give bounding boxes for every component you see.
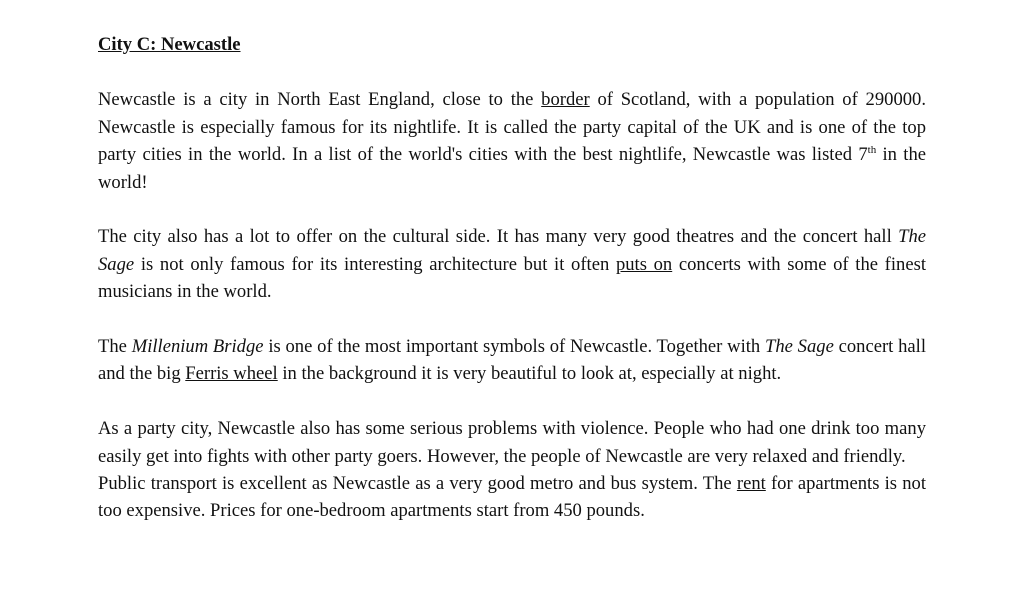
text-run: in the background it is very beautiful to look at, especially at night. bbox=[277, 363, 782, 385]
text-run: is one of the most important symbols of Newcastle. Together with bbox=[263, 336, 765, 358]
paragraph-culture bbox=[98, 223, 926, 305]
text-run: of Scotland, with a population of 290000. Newcastle is especially famous for its nightlife. It is called the party capital of the UK and is one of the top party cities in the world. In a list of the world's cities with the best nightlife, Newcastle was listed 7 bbox=[98, 89, 926, 166]
document-title: City C: Newcastle bbox=[98, 34, 241, 55]
text-run: Public transport is excellent as Newcastle as a very good metro and bus system. The bbox=[98, 473, 737, 495]
text-run: Newcastle is a city in North East England, close to the bbox=[98, 89, 542, 111]
paragraph-bridge bbox=[98, 333, 926, 388]
text-run: The bbox=[98, 336, 132, 358]
paragraph-transport bbox=[98, 470, 926, 525]
italic-name-the-sage: The Sage bbox=[98, 226, 926, 275]
underlined-word-rent: rent bbox=[736, 473, 766, 495]
text-run: for apartments is not too expensive. Prices for one-bedroom apartments start from 450 pounds. bbox=[98, 473, 926, 522]
text-run: in the world! bbox=[98, 144, 926, 193]
superscript-ordinal: th bbox=[867, 144, 877, 157]
document-page bbox=[98, 31, 926, 525]
text-run: concerts with some of the finest musicians in the world. bbox=[98, 253, 926, 303]
paragraph-gap bbox=[98, 388, 926, 415]
text-run: The city also has a lot to offer on the cultural side. It has many very good theatres and the concert hall bbox=[98, 226, 899, 248]
paragraph-gap bbox=[98, 306, 926, 333]
text-run: concert hall and the big bbox=[98, 336, 926, 385]
underlined-phrase-ferris-wheel: Ferris wheel bbox=[185, 363, 278, 385]
paragraph-violence: As a party city, Newcastle also has some serious problems with violence. People who had one drink too many easily get into fights with other party goers. However, the people of Newcastle are very relaxed and friendly. bbox=[98, 418, 926, 467]
text-run: is not only famous for its interesting architecture but it often bbox=[134, 253, 616, 275]
underlined-phrase-puts-on: puts on bbox=[615, 253, 673, 275]
underlined-word-border: border bbox=[541, 89, 590, 111]
paragraph-gap bbox=[98, 196, 926, 223]
italic-name-the-sage: The Sage bbox=[765, 336, 834, 358]
paragraph-intro bbox=[98, 86, 926, 196]
italic-name-millenium-bridge: Millenium Bridge bbox=[131, 336, 264, 358]
